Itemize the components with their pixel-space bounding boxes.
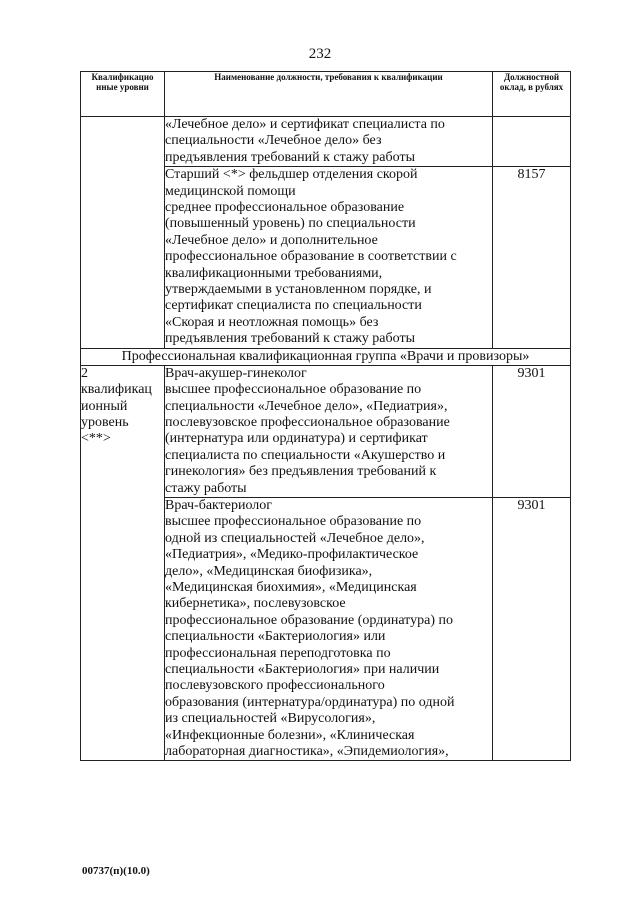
text-line: квалификационными требованиями, xyxy=(165,265,383,281)
salary-cell: 9301 xyxy=(493,365,571,497)
document-code: 00737(п)(10.0) xyxy=(82,865,150,877)
header-position-requirements: Наименование должности, требования к квалификации xyxy=(165,72,493,117)
text-line: высшее профессиональное образование по xyxy=(165,514,422,530)
level-line: 2 xyxy=(81,365,88,381)
text-line: специальности «Лечебное дело» без xyxy=(165,133,382,149)
text-line: высшее профессиональное образование по xyxy=(165,382,422,398)
text-line: Врач-акушер-гинеколог xyxy=(165,365,307,381)
text-line: медицинской помощи xyxy=(165,183,296,199)
text-line: Старший <*> фельдшер отделения скорой xyxy=(165,167,418,183)
text-line: дело», «Медицинская биофизика», xyxy=(165,563,373,579)
level-cell-empty xyxy=(81,117,165,349)
text-line: среднее профессиональное образование xyxy=(165,200,405,216)
text-line: «Лечебное дело» и дополнительное xyxy=(165,232,378,248)
text-line: специальности «Лечебное дело», «Педиатрия», xyxy=(165,398,448,414)
text-line: «Лечебное дело» и сертификат специалиста по xyxy=(165,117,445,132)
text-line: профессиональное образование (ординатура) по xyxy=(165,612,453,628)
header-qualification-levels: Квалификацио нные уровни xyxy=(81,72,165,117)
text-line: послевузовское профессиональное образование xyxy=(165,414,450,430)
group-title: Профессиональная квалификационная группа «Врачи и провизоры» xyxy=(81,348,571,365)
group-title-row xyxy=(81,348,571,365)
text-line: специальности «Бактериология» при наличии xyxy=(165,662,440,677)
salary-cell: 9301 xyxy=(493,497,571,761)
text-line: профессиональное образование в соответствии с xyxy=(165,249,457,265)
qualification-table xyxy=(80,71,571,761)
text-line: образования (интернатура/ординатура) по одной xyxy=(165,694,455,710)
position-description xyxy=(165,365,493,497)
qualification-level xyxy=(81,365,165,761)
level-line: <**> xyxy=(81,431,111,447)
text-line: Врач-бактериолог xyxy=(165,497,273,513)
text-line: лабораторная диагностика», «Эпидемиология», xyxy=(165,744,449,760)
table-row xyxy=(81,365,571,497)
table-header-row xyxy=(81,72,571,117)
text-line: «Скорая и неотложная помощь» без xyxy=(165,314,379,330)
header-salary: Должностной оклад, в рублях xyxy=(493,72,571,117)
salary-cell xyxy=(493,117,571,167)
text-line: предъявления требований к стажу работы xyxy=(165,149,415,165)
page-number: 232 xyxy=(308,46,332,62)
level-line: уровень xyxy=(81,414,129,430)
text-line: кибернетика», послевузовское xyxy=(165,596,346,612)
text-line: «Медицинская биохимия», «Медицинская xyxy=(165,579,417,595)
text-line: стажу работы xyxy=(165,480,247,496)
text-line: (интернатура или ординатура) и сертификат xyxy=(165,431,428,447)
text-line: утверждаемыми в установленном порядке, и xyxy=(165,282,432,298)
level-line: квалификац xyxy=(81,382,152,398)
text-line: сертификат специалиста по специальности xyxy=(165,298,422,314)
text-line: специальности «Бактериология» или xyxy=(165,629,386,645)
table-row xyxy=(81,117,571,167)
text-line: из специальностей «Вирусология», xyxy=(165,711,376,727)
position-description xyxy=(165,167,493,348)
text-line: «Инфекционные болезни», «Клиническая xyxy=(165,727,415,743)
text-line: послевузовского профессионального xyxy=(165,678,385,694)
text-line: «Педиатрия», «Медико-профилактическое xyxy=(165,547,419,563)
position-description xyxy=(165,497,493,761)
text-line: профессиональная переподготовка по xyxy=(165,645,391,661)
position-description xyxy=(165,117,493,167)
level-line: ионный xyxy=(81,398,128,414)
text-line: гинекология» без предъявления требований к xyxy=(165,464,437,480)
text-line: предъявления требований к стажу работы xyxy=(165,331,415,347)
text-line: (повышенный уровень) по специальности xyxy=(165,216,416,232)
salary-cell: 8157 xyxy=(493,167,571,348)
text-line: специалиста по специальности «Акушерство и xyxy=(165,447,446,463)
text-line: одной из специальностей «Лечебное дело», xyxy=(165,530,425,546)
